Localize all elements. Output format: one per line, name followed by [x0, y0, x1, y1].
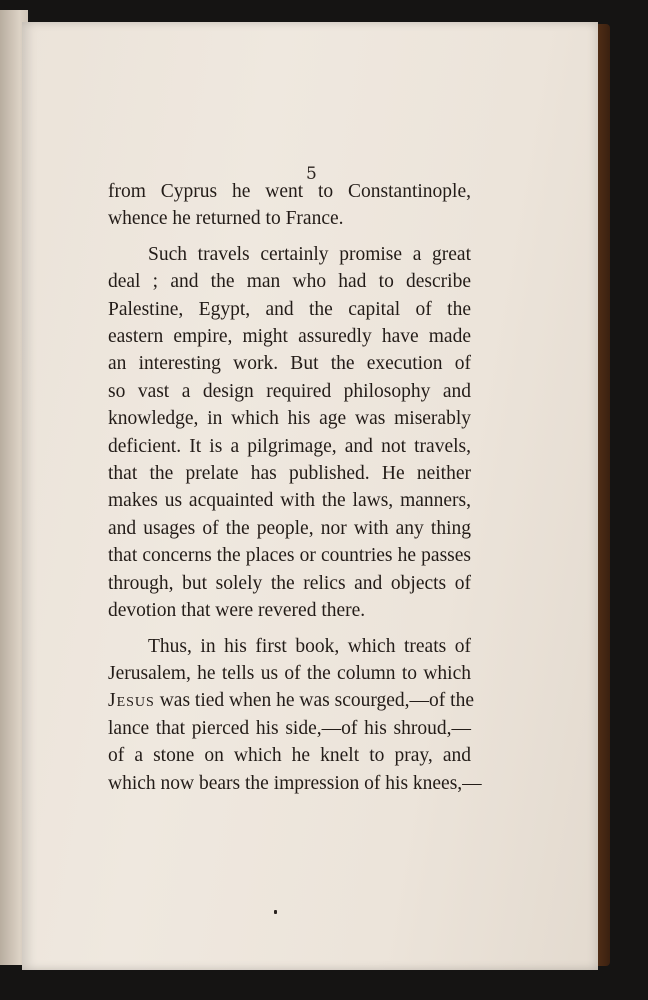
text-line: Such travels certainly promise a great: [148, 243, 471, 265]
page-text: [108, 178, 482, 797]
text-line: and usages of the people, nor with any thing: [108, 517, 471, 539]
text-line: of a stone on which he knelt to pray, and: [108, 745, 471, 767]
text-line-rest: was tied when he was scourged,—of the: [159, 690, 474, 712]
text-line: Jerusalem, he tells us of the column to which: [108, 662, 471, 684]
paragraph-1: [108, 178, 471, 233]
text-line: that concerns the places or countries he passes: [108, 545, 471, 567]
text-line: lance that pierced his side,—of his shroud,—: [108, 717, 471, 739]
text-line: Thus, in his first book, which treats of: [148, 635, 471, 657]
text-line: deficient. It is a pilgrimage, and not travels,: [108, 435, 471, 457]
text-line: so vast a design required philosophy and: [108, 380, 471, 402]
text-line: whence he returned to France.: [108, 208, 344, 230]
text-line: which now bears the impression of his knees,—: [108, 772, 482, 794]
page-number: 5: [306, 164, 317, 184]
text-line: from Cyprus he went to Constantinople,: [108, 181, 471, 202]
text-line: an interesting work. But the execution of: [108, 353, 471, 375]
text-line: Palestine, Egypt, and the capital of the: [108, 298, 471, 320]
text-line: through, but solely the relics and objects of: [108, 572, 471, 594]
text-line: deal ; and the man who had to describe: [108, 271, 471, 293]
smallcaps-word: Jesus: [108, 690, 155, 712]
text-line: makes us acquainted with the laws, manners,: [108, 490, 471, 512]
text-line-with-smallcaps: [108, 687, 474, 714]
text-line: eastern empire, might assuredly have made: [108, 326, 471, 348]
paragraph-3: [108, 633, 482, 797]
text-line: that the prelate has published. He neither: [108, 463, 471, 485]
text-line: devotion that were revered there.: [108, 600, 366, 622]
text-line: knowledge, in which his age was miserably: [108, 408, 471, 430]
ink-speck: [274, 910, 277, 914]
paragraph-2: [108, 241, 471, 625]
